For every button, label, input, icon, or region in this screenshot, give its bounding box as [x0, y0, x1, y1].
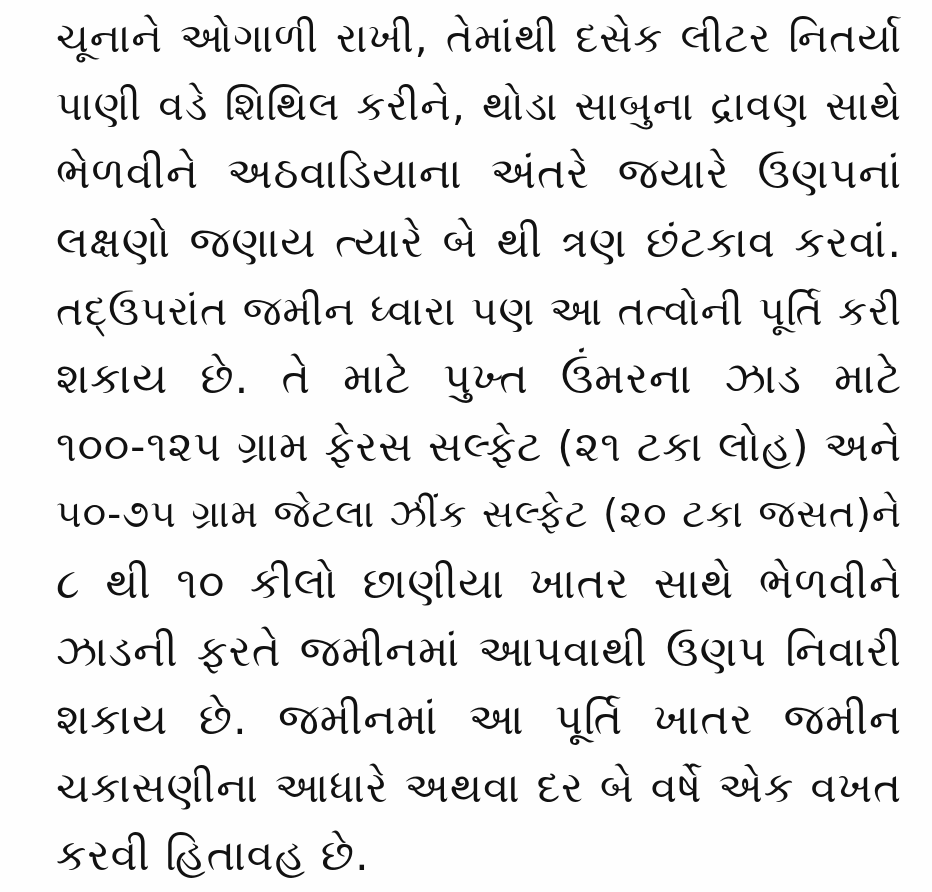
text-line: ૧૦૦-૧૨૫ ગ્રામ ફેરસ સલ્ફેટ (૨૧ ટકા લોહ) અને	[56, 422, 902, 472]
text-line: લક્ષણો જણાય ત્યારે બે થી ત્રણ છંટકાવ કરવાં.	[56, 217, 902, 268]
text-line: ૮ થી ૧૦ કીલો છાણીયા ખાતર સાથે ભેળવીને	[56, 558, 902, 609]
text-line-last: કરવી હિતાવહ છે.	[56, 831, 370, 882]
text-line: ઝાડની ફરતે જમીનમાં આપવાથી ઉણપ નિવારી	[56, 626, 902, 677]
text-line: ભેળવીને અઠવાડિયાના અંતરે જયારે ઉણપનાં	[56, 149, 902, 200]
text-line: ચકાસણીના આધારે અથવા દર બે વર્ષે એક વખત	[56, 763, 902, 813]
text-line: શકાય છે. તે માટે પુખ્ત ઉંમરના ઝાડ માટે	[56, 353, 902, 404]
body-paragraph	[56, 4, 902, 890]
text-line: તદ્ઉપરાંત જમીન ધ્વારા પણ આ તત્વોની પૂર્તિ કરી	[56, 286, 902, 335]
text-line: ૫૦-૭૫ ગ્રામ જેટલા ઝીંક સલ્ફેટ (૨૦ ટકા જસત)ને	[56, 492, 902, 538]
text-line: પાણી વડે શિથિલ કરીને, થોડા સાબુના દ્રાવણ સાથે	[56, 82, 902, 131]
text-line: ચૂનાને ઓગાળી રાખી, તેમાંથી દસેક લીટર નિતર્યા	[56, 14, 902, 62]
text-line: શકાય છે. જમીનમાં આ પૂર્તિ ખાતર જમીન	[56, 694, 902, 745]
